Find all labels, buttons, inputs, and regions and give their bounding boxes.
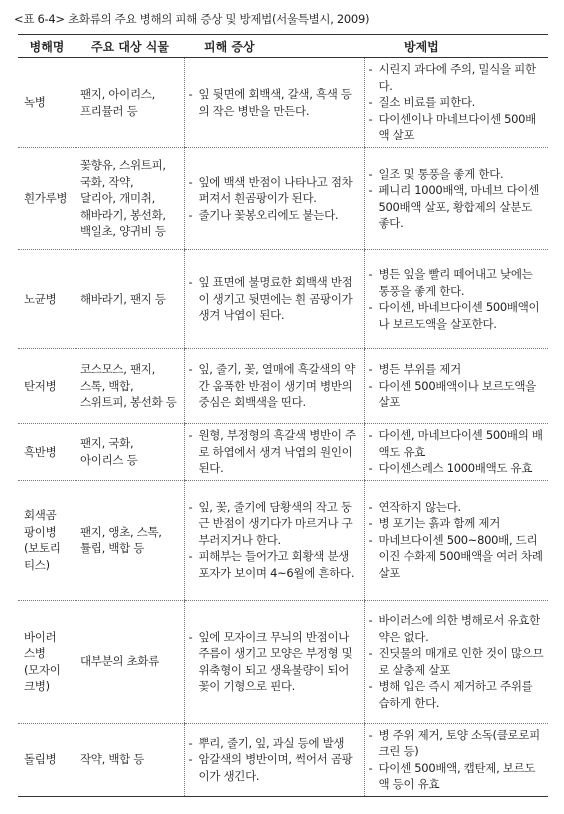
symptoms-cell <box>184 250 364 349</box>
control-cell <box>364 148 548 250</box>
control-item: - 병해 입은 즉시 제거하고 주위를 습하게 한다. <box>369 678 545 711</box>
header-control: 방제법 <box>364 35 548 58</box>
symptoms-cell <box>184 349 364 424</box>
symptom-item: - 잎, 줄기, 꽃, 열매에 흑갈색의 약간 움푹한 반점이 생기며 병반의 중심은 회백색을 띤다. <box>189 361 360 411</box>
table-row <box>18 148 548 250</box>
control-item: - 다이센, 마네브다이센 500배의 배액도 유효 <box>369 427 545 460</box>
control-item: - 병 주위 제거, 토양 소독(클로로피크린 등) <box>369 727 545 760</box>
control-item: - 다이센스레스 1000배액도 유효 <box>369 460 545 477</box>
host-plants: 작약, 백합 등 <box>76 723 184 796</box>
table-row <box>18 600 548 723</box>
control-cell <box>364 723 548 796</box>
control-cell <box>364 250 548 349</box>
disease-table <box>18 34 548 797</box>
symptom-item: - 잎에 모자이크 무늬의 반점이나 주름이 생기고 모양은 부정형 및 위축형이 되고 생육불량이 되어 꽃이 기형으로 핀다. <box>189 629 360 695</box>
control-item: - 일조 및 통풍을 좋게 한다. <box>369 166 545 183</box>
symptom-item: - 뿌리, 줄기, 잎, 과실 등에 발생 <box>189 735 360 752</box>
symptoms-cell <box>184 723 364 796</box>
host-plants: 꽃향유, 스위트피, 국화, 작약, 달리아, 개미취, 해바라기, 봉선화, 백일초, 양귀비 등 <box>76 148 184 250</box>
symptoms-cell <box>184 424 364 481</box>
control-item: - 다이센, 바네브다이센 500배액이나 보르도액을 살포한다. <box>369 299 545 332</box>
control-item: - 바이러스에 의한 병해로서 유효한 약은 없다. <box>369 612 545 645</box>
disease-name: 돌림병 <box>18 723 76 796</box>
symptom-item: - 원형, 부정형의 흑갈색 병반이 주로 하엽에서 생겨 낙엽의 원인이 된다. <box>189 427 360 477</box>
symptom-item: - 잎 표면에 불명료한 회백색 반점이 생기고 뒷면에는 흰 곰팡이가 생겨 낙엽이 된다. <box>189 274 360 324</box>
table-row <box>18 480 548 600</box>
host-plants: 팬지, 아이리스, 프리뮬러 등 <box>76 58 184 148</box>
disease-name: 탄저병 <box>18 349 76 424</box>
table-row <box>18 250 548 349</box>
host-plants: 해바라기, 팬지 등 <box>76 250 184 349</box>
disease-name: 흑반병 <box>18 424 76 481</box>
control-item: - 시린지 과다에 주의, 밀식을 피한다. <box>369 61 545 94</box>
disease-name: 바이러 스병 (모자이 크병) <box>18 600 76 723</box>
symptom-item: - 잎 뒷면에 회백색, 갈색, 흑색 등의 작은 병반을 만든다. <box>189 86 360 119</box>
control-item: - 다이센 500배액이나 보르도액을 살포 <box>369 378 545 411</box>
control-cell <box>364 480 548 600</box>
symptom-item: - 줄기나 꽃봉오리에도 붙는다. <box>189 207 360 224</box>
symptom-item: - 피해부는 들어가고 회황색 분생 포자가 보이며 4~6월에 흔하다. <box>189 548 360 581</box>
control-item: - 연작하지 않는다. <box>369 499 545 516</box>
symptom-item: - 잎, 꽃, 줄기에 담황색의 작고 둥근 반점이 생기다가 마르거나 구부러지거나 한다. <box>189 499 360 549</box>
header-host-plants: 주요 대상 식물 <box>76 35 184 58</box>
symptom-item: - 암갈색의 병반이며, 썩어서 곰팡이가 생긴다. <box>189 751 360 784</box>
disease-name: 노균병 <box>18 250 76 349</box>
host-plants: 대부분의 초화류 <box>76 600 184 723</box>
control-cell <box>364 600 548 723</box>
table-row <box>18 58 548 148</box>
symptoms-cell <box>184 600 364 723</box>
control-cell <box>364 349 548 424</box>
control-item: - 질소 비료를 피한다. <box>369 94 545 111</box>
header-symptoms: 피해 증상 <box>184 35 364 58</box>
symptoms-cell <box>184 58 364 148</box>
control-item: - 병든 잎을 빨리 떼어내고 낮에는 통풍을 좋게 한다. <box>369 266 545 299</box>
control-item: - 병 포기는 흙과 함께 제거 <box>369 515 545 532</box>
table-row <box>18 424 548 481</box>
table-body <box>18 58 548 797</box>
control-cell <box>364 58 548 148</box>
control-item: - 병든 부위를 제거 <box>369 361 545 378</box>
control-item: - 다이센이나 마네브다이센 500배액 살포 <box>369 111 545 144</box>
control-item: - 마네브다이센 500~800배, 드리이진 수화제 500배액을 여러 차례 살포 <box>369 532 545 582</box>
symptoms-cell <box>184 148 364 250</box>
host-plants: 팬지, 앵초, 스톡, 튤립, 백합 등 <box>76 480 184 600</box>
control-item: - 페니리 1000배액, 마네브 다이센 500배액 살포, 황합제의 살분도 좋다. <box>369 182 545 232</box>
table-row <box>18 349 548 424</box>
control-item: - 다이센 500배액, 캡탄제, 보르도액 등이 유효 <box>369 760 545 793</box>
host-plants: 코스모스, 팬지, 스톡, 백합, 스위트피, 봉선화 등 <box>76 349 184 424</box>
symptom-item: - 잎에 백색 반점이 나타나고 점차 퍼져서 흰곰팡이가 된다. <box>189 174 360 207</box>
header-disease-name: 병해명 <box>18 35 76 58</box>
control-item: - 진딧물의 매개로 인한 것이 많으므로 살충제 살포 <box>369 645 545 678</box>
disease-name: 회색곰 팡이병 (보토리 티스) <box>18 480 76 600</box>
disease-name: 녹병 <box>18 58 76 148</box>
disease-name: 흰가루병 <box>18 148 76 250</box>
symptoms-cell <box>184 480 364 600</box>
table-row <box>18 723 548 796</box>
table-caption: <표 6-4> 초화류의 주요 병해의 피해 증상 및 방제법(서울특별시, 2009) <box>14 12 370 26</box>
control-cell <box>364 424 548 481</box>
host-plants: 팬지, 국화, 아이리스 등 <box>76 424 184 481</box>
table-header-row <box>18 35 548 58</box>
